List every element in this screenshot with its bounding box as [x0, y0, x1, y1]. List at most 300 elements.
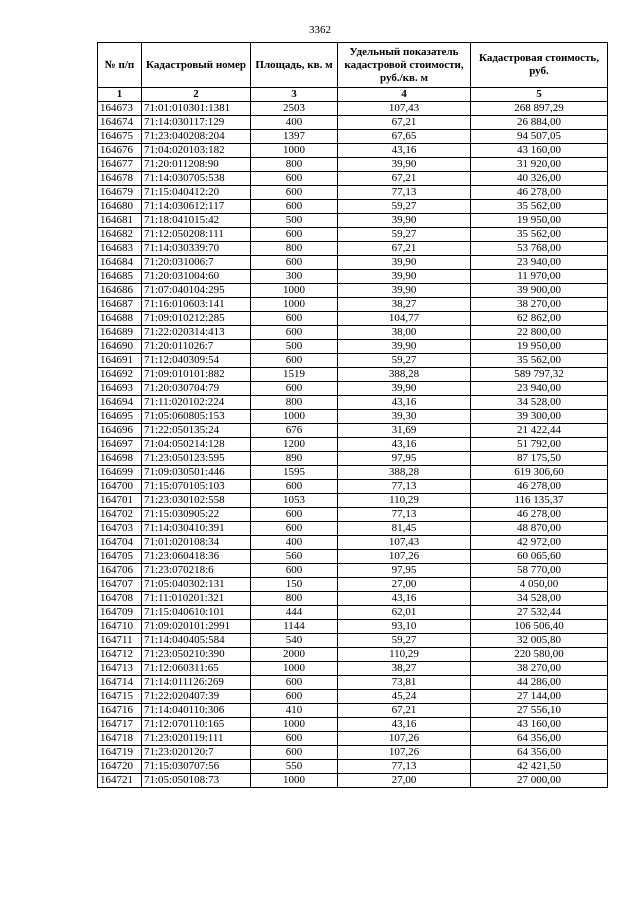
cadastral-value-cell: 27 144,00: [471, 690, 608, 704]
table-row: [98, 410, 608, 424]
table-row: [98, 494, 608, 508]
table-row: [98, 354, 608, 368]
cadastral-number-cell: 71:23:050210:390: [142, 648, 251, 662]
cadastral-value-cell: 53 768,00: [471, 242, 608, 256]
table-row: [98, 438, 608, 452]
unit-value-cell: 43,16: [338, 396, 471, 410]
area-cell: 150: [251, 578, 338, 592]
cadastral-number-cell: 71:09:020101:2991: [142, 620, 251, 634]
unit-value-cell: 77,13: [338, 480, 471, 494]
cadastral-value-table: [97, 42, 608, 788]
cadastral-number-cell: 71:14:030612:117: [142, 200, 251, 214]
cadastral-value-cell: 43 160,00: [471, 718, 608, 732]
area-cell: 560: [251, 550, 338, 564]
cadastral-value-cell: 116 135,37: [471, 494, 608, 508]
unit-value-cell: 31,69: [338, 424, 471, 438]
cadastral-number-cell: 71:14:040405:584: [142, 634, 251, 648]
page-number: 3362: [309, 24, 331, 36]
unit-value-cell: 388,28: [338, 466, 471, 480]
unit-value-cell: 39,90: [338, 214, 471, 228]
row-number-cell: 164698: [98, 452, 142, 466]
unit-value-cell: 39,90: [338, 382, 471, 396]
cadastral-number-cell: 71:16:010603:141: [142, 298, 251, 312]
cadastral-value-cell: 64 356,00: [471, 732, 608, 746]
cadastral-number-cell: 71:14:040110:306: [142, 704, 251, 718]
area-cell: 800: [251, 242, 338, 256]
area-cell: 600: [251, 382, 338, 396]
area-cell: 1053: [251, 494, 338, 508]
row-number-cell: 164680: [98, 200, 142, 214]
table-row: [98, 452, 608, 466]
cadastral-number-cell: 71:20:011208:90: [142, 158, 251, 172]
unit-value-cell: 67,21: [338, 116, 471, 130]
table-row: [98, 396, 608, 410]
cadastral-value-cell: 589 797,32: [471, 368, 608, 382]
table-row: [98, 424, 608, 438]
row-number-cell: 164689: [98, 326, 142, 340]
row-number-cell: 164713: [98, 662, 142, 676]
cadastral-value-cell: 27 556,10: [471, 704, 608, 718]
unit-value-cell: 388,28: [338, 368, 471, 382]
unit-value-cell: 39,30: [338, 410, 471, 424]
cadastral-number-cell: 71:22:020314:413: [142, 326, 251, 340]
row-number-cell: 164684: [98, 256, 142, 270]
area-cell: 600: [251, 746, 338, 760]
area-cell: 400: [251, 536, 338, 550]
cadastral-number-cell: 71:04:020103:182: [142, 144, 251, 158]
cadastral-value-cell: 220 580,00: [471, 648, 608, 662]
area-cell: 1595: [251, 466, 338, 480]
cadastral-value-cell: 27 000,00: [471, 774, 608, 788]
unit-value-cell: 107,26: [338, 550, 471, 564]
cadastral-value-cell: 46 278,00: [471, 186, 608, 200]
area-cell: 444: [251, 606, 338, 620]
unit-value-cell: 77,13: [338, 760, 471, 774]
row-number-cell: 164686: [98, 284, 142, 298]
row-number-cell: 164702: [98, 508, 142, 522]
unit-value-cell: 59,27: [338, 228, 471, 242]
row-number-cell: 164720: [98, 760, 142, 774]
unit-value-cell: 81,45: [338, 522, 471, 536]
cadastral-number-cell: 71:15:030905:22: [142, 508, 251, 522]
cadastral-number-cell: 71:05:040302:131: [142, 578, 251, 592]
area-cell: 500: [251, 340, 338, 354]
cadastral-number-cell: 71:14:011126:269: [142, 676, 251, 690]
table-row: [98, 732, 608, 746]
table-row: [98, 774, 608, 788]
cadastral-value-cell: 23 940,00: [471, 382, 608, 396]
area-cell: 600: [251, 480, 338, 494]
cadastral-value-cell: 64 356,00: [471, 746, 608, 760]
row-number-cell: 164673: [98, 102, 142, 116]
table-row: [98, 102, 608, 116]
row-number-cell: 164691: [98, 354, 142, 368]
row-number-cell: 164694: [98, 396, 142, 410]
cadastral-value-cell: 87 175,50: [471, 452, 608, 466]
unit-value-cell: 110,29: [338, 494, 471, 508]
row-number-cell: 164701: [98, 494, 142, 508]
column-number: 5: [471, 88, 608, 102]
area-cell: 550: [251, 760, 338, 774]
area-cell: 1000: [251, 284, 338, 298]
unit-value-cell: 107,43: [338, 102, 471, 116]
area-cell: 1519: [251, 368, 338, 382]
cadastral-value-cell: 35 562,00: [471, 228, 608, 242]
row-number-cell: 164699: [98, 466, 142, 480]
cadastral-number-cell: 71:12:060311:65: [142, 662, 251, 676]
area-cell: 1000: [251, 662, 338, 676]
row-number-cell: 164690: [98, 340, 142, 354]
cadastral-value-cell: 38 270,00: [471, 662, 608, 676]
header-unit-value: Удельный показатель кадастровой стоимости, руб./кв. м: [338, 43, 471, 88]
table-row: [98, 564, 608, 578]
cadastral-value-cell: 26 884,00: [471, 116, 608, 130]
cadastral-value-cell: 19 950,00: [471, 214, 608, 228]
cadastral-value-cell: 106 506,40: [471, 620, 608, 634]
table-row: [98, 186, 608, 200]
table-row: [98, 620, 608, 634]
table-row: [98, 578, 608, 592]
unit-value-cell: 67,21: [338, 242, 471, 256]
row-number-cell: 164682: [98, 228, 142, 242]
table-row: [98, 284, 608, 298]
area-cell: 500: [251, 214, 338, 228]
cadastral-value-cell: 44 286,00: [471, 676, 608, 690]
cadastral-value-cell: 51 792,00: [471, 438, 608, 452]
cadastral-number-cell: 71:01:010301:1381: [142, 102, 251, 116]
area-cell: 410: [251, 704, 338, 718]
row-number-cell: 164714: [98, 676, 142, 690]
row-number-cell: 164703: [98, 522, 142, 536]
row-number-cell: 164718: [98, 732, 142, 746]
cadastral-value-cell: 46 278,00: [471, 480, 608, 494]
table-row: [98, 200, 608, 214]
table-header: [98, 43, 608, 102]
table-body: [98, 102, 608, 788]
table-row: [98, 718, 608, 732]
table-row: [98, 662, 608, 676]
unit-value-cell: 104,77: [338, 312, 471, 326]
row-number-cell: 164721: [98, 774, 142, 788]
row-number-cell: 164707: [98, 578, 142, 592]
area-cell: 2000: [251, 648, 338, 662]
area-cell: 1000: [251, 410, 338, 424]
cadastral-number-cell: 71:09:010101:882: [142, 368, 251, 382]
table-row: [98, 480, 608, 494]
area-cell: 300: [251, 270, 338, 284]
row-number-cell: 164704: [98, 536, 142, 550]
cadastral-value-cell: 35 562,00: [471, 354, 608, 368]
row-number-cell: 164678: [98, 172, 142, 186]
cadastral-number-cell: 71:23:070218:6: [142, 564, 251, 578]
row-number-cell: 164677: [98, 158, 142, 172]
cadastral-number-cell: 71:14:030410:391: [142, 522, 251, 536]
cadastral-value-cell: 34 528,00: [471, 396, 608, 410]
row-number-cell: 164681: [98, 214, 142, 228]
area-cell: 600: [251, 690, 338, 704]
cadastral-value-cell: 58 770,00: [471, 564, 608, 578]
row-number-cell: 164708: [98, 592, 142, 606]
row-number-cell: 164692: [98, 368, 142, 382]
cadastral-value-cell: 22 800,00: [471, 326, 608, 340]
area-cell: 600: [251, 186, 338, 200]
cadastral-number-cell: 71:22:020407:39: [142, 690, 251, 704]
cadastral-number-cell: 71:20:031006:7: [142, 256, 251, 270]
area-cell: 800: [251, 158, 338, 172]
cadastral-number-cell: 71:05:050108:73: [142, 774, 251, 788]
unit-value-cell: 38,00: [338, 326, 471, 340]
cadastral-value-cell: 11 970,00: [471, 270, 608, 284]
table-row: [98, 326, 608, 340]
table-row: [98, 676, 608, 690]
row-number-cell: 164719: [98, 746, 142, 760]
row-number-cell: 164695: [98, 410, 142, 424]
cadastral-value-cell: 48 870,00: [471, 522, 608, 536]
area-cell: 600: [251, 200, 338, 214]
cadastral-number-cell: 71:15:070105:103: [142, 480, 251, 494]
row-number-cell: 164706: [98, 564, 142, 578]
unit-value-cell: 107,43: [338, 536, 471, 550]
cadastral-number-cell: 71:23:060418:36: [142, 550, 251, 564]
column-number: 4: [338, 88, 471, 102]
unit-value-cell: 59,27: [338, 200, 471, 214]
unit-value-cell: 43,16: [338, 718, 471, 732]
cadastral-number-cell: 71:14:030705:538: [142, 172, 251, 186]
cadastral-number-cell: 71:20:030704:79: [142, 382, 251, 396]
area-cell: 1200: [251, 438, 338, 452]
cadastral-number-cell: 71:22:050135:24: [142, 424, 251, 438]
table-row: [98, 466, 608, 480]
row-number-cell: 164674: [98, 116, 142, 130]
table-row: [98, 340, 608, 354]
row-number-cell: 164679: [98, 186, 142, 200]
area-cell: 600: [251, 732, 338, 746]
unit-value-cell: 97,95: [338, 564, 471, 578]
unit-value-cell: 39,90: [338, 158, 471, 172]
column-number: 3: [251, 88, 338, 102]
cadastral-value-cell: 40 326,00: [471, 172, 608, 186]
cadastral-number-cell: 71:12:040309:54: [142, 354, 251, 368]
unit-value-cell: 93,10: [338, 620, 471, 634]
area-cell: 600: [251, 508, 338, 522]
cadastral-value-cell: 34 528,00: [471, 592, 608, 606]
table-row: [98, 144, 608, 158]
unit-value-cell: 59,27: [338, 354, 471, 368]
cadastral-number-cell: 71:12:050208:111: [142, 228, 251, 242]
area-cell: 1000: [251, 774, 338, 788]
area-cell: 600: [251, 354, 338, 368]
unit-value-cell: 97,95: [338, 452, 471, 466]
cadastral-number-cell: 71:05:060805:153: [142, 410, 251, 424]
cadastral-number-cell: 71:18:041015:42: [142, 214, 251, 228]
unit-value-cell: 77,13: [338, 186, 471, 200]
area-cell: 600: [251, 228, 338, 242]
cadastral-value-cell: 19 950,00: [471, 340, 608, 354]
cadastral-number-cell: 71:23:020119:111: [142, 732, 251, 746]
cadastral-value-cell: 35 562,00: [471, 200, 608, 214]
unit-value-cell: 107,26: [338, 746, 471, 760]
cadastral-number-cell: 71:01:020108:34: [142, 536, 251, 550]
cadastral-number-cell: 71:09:010212:285: [142, 312, 251, 326]
table-row: [98, 116, 608, 130]
cadastral-value-cell: 31 920,00: [471, 158, 608, 172]
table-row: [98, 130, 608, 144]
unit-value-cell: 39,90: [338, 284, 471, 298]
table-row: [98, 746, 608, 760]
table-row: [98, 508, 608, 522]
cadastral-value-cell: 46 278,00: [471, 508, 608, 522]
cadastral-number-cell: 71:20:031004:60: [142, 270, 251, 284]
table-row: [98, 550, 608, 564]
row-number-cell: 164705: [98, 550, 142, 564]
area-cell: 600: [251, 312, 338, 326]
row-number-cell: 164687: [98, 298, 142, 312]
table-row: [98, 592, 608, 606]
table-row: [98, 172, 608, 186]
area-cell: 600: [251, 326, 338, 340]
table-row: [98, 760, 608, 774]
table-row: [98, 270, 608, 284]
unit-value-cell: 67,21: [338, 172, 471, 186]
unit-value-cell: 67,21: [338, 704, 471, 718]
area-cell: 1144: [251, 620, 338, 634]
cadastral-value-cell: 21 422,44: [471, 424, 608, 438]
unit-value-cell: 43,16: [338, 144, 471, 158]
table-row: [98, 298, 608, 312]
cadastral-value-cell: 60 065,60: [471, 550, 608, 564]
unit-value-cell: 43,16: [338, 438, 471, 452]
cadastral-number-cell: 71:09:030501:446: [142, 466, 251, 480]
unit-value-cell: 38,27: [338, 298, 471, 312]
row-number-cell: 164697: [98, 438, 142, 452]
row-number-cell: 164696: [98, 424, 142, 438]
cadastral-value-cell: 38 270,00: [471, 298, 608, 312]
area-cell: 600: [251, 676, 338, 690]
area-cell: 800: [251, 592, 338, 606]
area-cell: 800: [251, 396, 338, 410]
cadastral-number-cell: 71:14:030339:70: [142, 242, 251, 256]
column-number: 1: [98, 88, 142, 102]
cadastral-number-cell: 71:11:020102:224: [142, 396, 251, 410]
table-row: [98, 648, 608, 662]
row-number-cell: 164685: [98, 270, 142, 284]
cadastral-number-cell: 71:23:020120:7: [142, 746, 251, 760]
unit-value-cell: 45,24: [338, 690, 471, 704]
unit-value-cell: 107,26: [338, 732, 471, 746]
cadastral-number-cell: 71:04:050214:128: [142, 438, 251, 452]
cadastral-number-cell: 71:15:030707:56: [142, 760, 251, 774]
cadastral-number-cell: 71:23:050123:595: [142, 452, 251, 466]
header-area: Площадь, кв. м: [251, 43, 338, 88]
unit-value-cell: 39,90: [338, 340, 471, 354]
row-number-cell: 164711: [98, 634, 142, 648]
row-number-cell: 164693: [98, 382, 142, 396]
row-number-cell: 164716: [98, 704, 142, 718]
table-row: [98, 158, 608, 172]
table-row: [98, 382, 608, 396]
area-cell: 1000: [251, 144, 338, 158]
cadastral-value-cell: 62 862,00: [471, 312, 608, 326]
cadastral-number-cell: 71:23:040208:204: [142, 130, 251, 144]
table-row: [98, 368, 608, 382]
area-cell: 600: [251, 256, 338, 270]
header-cadastral-value: Кадастровая стоимость, руб.: [471, 43, 608, 88]
cadastral-number-cell: 71:07:040104:295: [142, 284, 251, 298]
unit-value-cell: 27,00: [338, 774, 471, 788]
cadastral-value-cell: 268 897,29: [471, 102, 608, 116]
area-cell: 1000: [251, 298, 338, 312]
unit-value-cell: 77,13: [338, 508, 471, 522]
cadastral-value-cell: 27 532,44: [471, 606, 608, 620]
cadastral-value-cell: 4 050,00: [471, 578, 608, 592]
area-cell: 1397: [251, 130, 338, 144]
table-row: [98, 256, 608, 270]
cadastral-number-cell: 71:11:010201:321: [142, 592, 251, 606]
unit-value-cell: 73,81: [338, 676, 471, 690]
unit-value-cell: 59,27: [338, 634, 471, 648]
table-row: [98, 522, 608, 536]
table-row: [98, 214, 608, 228]
table-row: [98, 242, 608, 256]
table-row: [98, 690, 608, 704]
row-number-cell: 164717: [98, 718, 142, 732]
row-number-cell: 164688: [98, 312, 142, 326]
area-cell: 540: [251, 634, 338, 648]
area-cell: 600: [251, 522, 338, 536]
cadastral-value-cell: 42 972,00: [471, 536, 608, 550]
row-number-cell: 164675: [98, 130, 142, 144]
area-cell: 676: [251, 424, 338, 438]
header-cadastral-number: Кадастровый номер: [142, 43, 251, 88]
area-cell: 890: [251, 452, 338, 466]
cadastral-number-cell: 71:20:011026:7: [142, 340, 251, 354]
cadastral-number-cell: 71:23:030102:558: [142, 494, 251, 508]
area-cell: 400: [251, 116, 338, 130]
cadastral-value-cell: 39 900,00: [471, 284, 608, 298]
unit-value-cell: 43,16: [338, 592, 471, 606]
unit-value-cell: 39,90: [338, 256, 471, 270]
area-cell: 1000: [251, 718, 338, 732]
table-row: [98, 228, 608, 242]
cadastral-number-cell: 71:14:030117:129: [142, 116, 251, 130]
area-cell: 2503: [251, 102, 338, 116]
row-number-cell: 164676: [98, 144, 142, 158]
table-row: [98, 704, 608, 718]
row-number-cell: 164700: [98, 480, 142, 494]
cadastral-number-cell: 71:15:040610:101: [142, 606, 251, 620]
unit-value-cell: 38,27: [338, 662, 471, 676]
cadastral-value-cell: 32 005,80: [471, 634, 608, 648]
table-row: [98, 312, 608, 326]
cadastral-value-cell: 42 421,50: [471, 760, 608, 774]
cadastral-number-cell: 71:15:040412:20: [142, 186, 251, 200]
area-cell: 600: [251, 172, 338, 186]
unit-value-cell: 110,29: [338, 648, 471, 662]
row-number-cell: 164709: [98, 606, 142, 620]
unit-value-cell: 39,90: [338, 270, 471, 284]
cadastral-value-cell: 94 507,05: [471, 130, 608, 144]
column-number: 2: [142, 88, 251, 102]
unit-value-cell: 62,01: [338, 606, 471, 620]
unit-value-cell: 67,65: [338, 130, 471, 144]
cadastral-value-cell: 43 160,00: [471, 144, 608, 158]
area-cell: 600: [251, 564, 338, 578]
unit-value-cell: 27,00: [338, 578, 471, 592]
row-number-cell: 164712: [98, 648, 142, 662]
cadastral-number-cell: 71:12:070110:165: [142, 718, 251, 732]
row-number-cell: 164683: [98, 242, 142, 256]
row-number-cell: 164715: [98, 690, 142, 704]
